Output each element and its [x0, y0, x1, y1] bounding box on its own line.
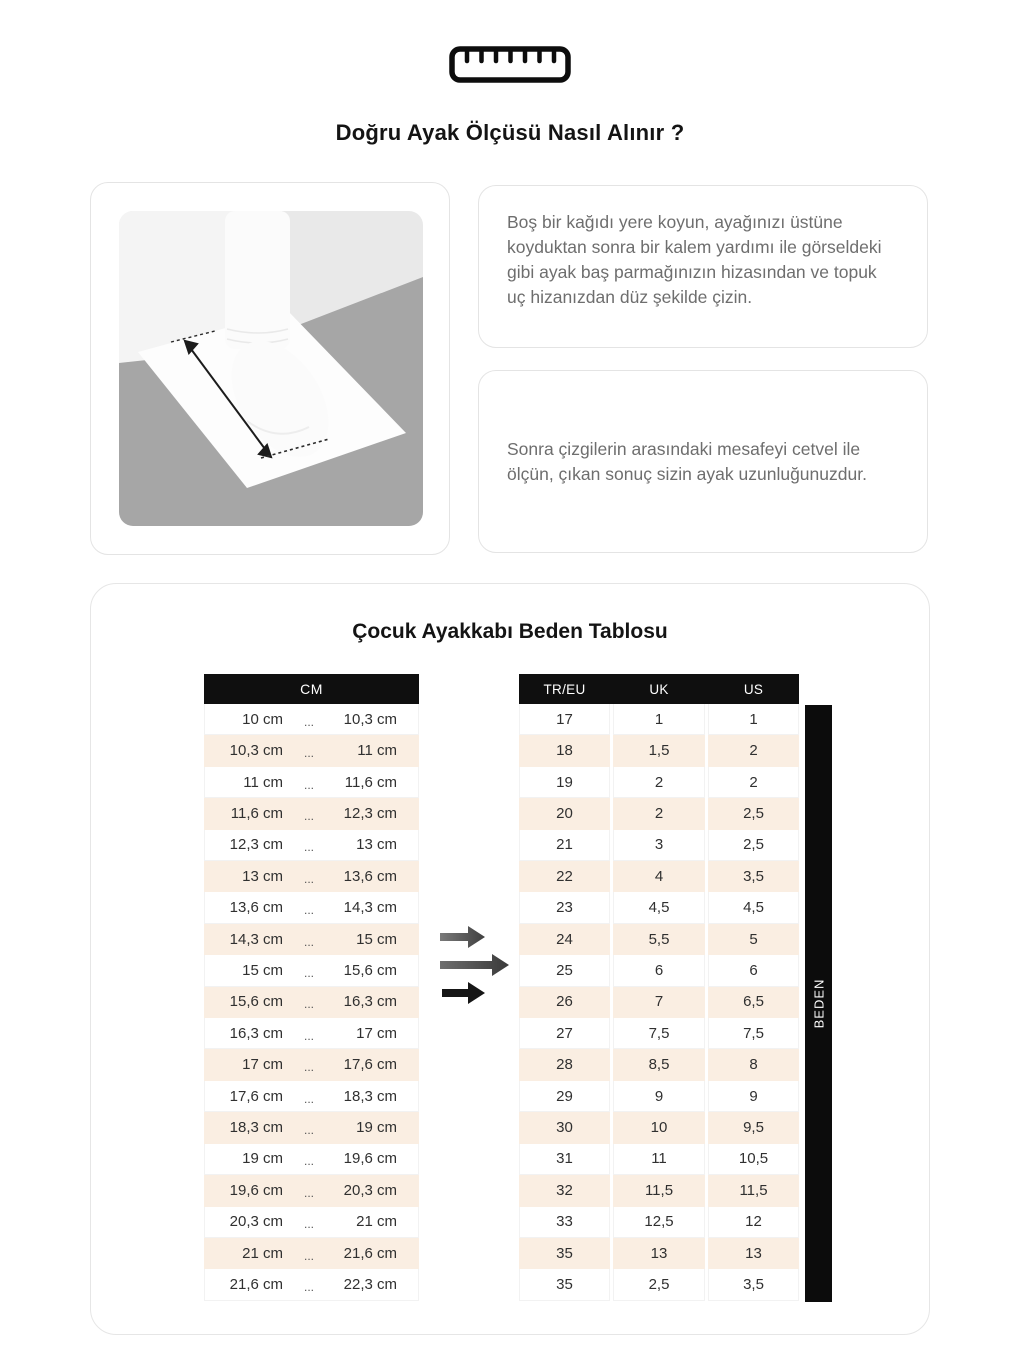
cm-from-value: 15,6 cm [229, 993, 283, 1011]
instruction-step-2: Sonra çizgilerin arasındaki mesafeyi cetvel ile ölçün, çıkan sonuç sizin ayak uzunluğunuzdur. [507, 438, 867, 484]
cm-from-value: 16,3 cm [229, 1024, 283, 1042]
table-row [204, 1144, 419, 1175]
table-row [519, 767, 799, 798]
size-cell-uk: 11,5 [613, 1175, 705, 1206]
size-cell-tr-eu: 35 [519, 1238, 610, 1269]
cm-to-value: 21 cm [356, 1213, 397, 1231]
size-cell-uk: 9 [613, 1081, 705, 1112]
size-cell-tr-eu: 32 [519, 1175, 610, 1206]
size-cell-us: 4,5 [708, 892, 799, 923]
size-cell-us: 10,5 [708, 1144, 799, 1175]
cm-from-value: 13,6 cm [229, 899, 283, 917]
cm-from-value: 10,3 cm [229, 742, 283, 760]
size-cell-tr-eu: 31 [519, 1144, 610, 1175]
size-table-header-row [519, 674, 799, 704]
cm-to-value: 13,6 cm [343, 867, 397, 885]
size-cell-us: 2,5 [708, 798, 799, 829]
size-cell-uk: 11 [613, 1144, 705, 1175]
cm-to-value: 16,3 cm [343, 993, 397, 1011]
size-cell-tr-eu: 20 [519, 798, 610, 829]
size-cell-uk: 2 [613, 767, 705, 798]
table-row [204, 955, 419, 986]
cm-separator: ... [303, 1217, 314, 1232]
instruction-card-2 [478, 370, 928, 553]
cm-separator: ... [303, 871, 314, 886]
cm-separator: ... [303, 1154, 314, 1169]
table-row [519, 1112, 799, 1143]
header-us: US [743, 681, 764, 697]
cm-table-header: CM [204, 674, 419, 704]
cm-separator: ... [303, 714, 314, 729]
size-cell-tr-eu: 28 [519, 1049, 610, 1080]
cm-separator: ... [303, 997, 314, 1012]
cm-to-value: 15,6 cm [343, 961, 397, 979]
table-row [204, 987, 419, 1018]
cm-to-value: 11 cm [357, 742, 397, 760]
cm-from-value: 21 cm [242, 1244, 283, 1262]
table-row [204, 830, 419, 861]
cm-to-value: 21,6 cm [343, 1244, 397, 1262]
size-cell-us: 12 [708, 1207, 799, 1238]
table-row [204, 892, 419, 923]
instruction-step-1: Boş bir kağıdı yere koyun, ayağınızı üstüne koyduktan sonra bir kalem yardımı ile görseldeki gibi ayak baş parmağınızın hizasından ve topuk uç hizanızdan düz şekilde çizin. [507, 212, 882, 307]
cm-from-value: 12,3 cm [229, 836, 283, 854]
cm-separator: ... [303, 1060, 314, 1075]
table-row [204, 1018, 419, 1049]
table-row [204, 1207, 419, 1238]
table-row [204, 767, 419, 798]
cm-from-value: 15 cm [242, 961, 283, 979]
size-cell-uk: 5,5 [613, 924, 705, 955]
table-row [519, 1238, 799, 1269]
table-row [519, 1175, 799, 1206]
table-row [519, 1207, 799, 1238]
table-row [204, 1049, 419, 1080]
ruler-icon [0, 46, 1020, 88]
size-cell-uk: 8,5 [613, 1049, 705, 1080]
table-row [519, 892, 799, 923]
table-row [519, 798, 799, 829]
size-cell-us: 2 [708, 767, 799, 798]
cm-from-value: 19,6 cm [229, 1181, 283, 1199]
cm-table-body [204, 704, 419, 1301]
size-cell-uk: 3 [613, 830, 705, 861]
size-cell-tr-eu: 26 [519, 987, 610, 1018]
table-row [519, 704, 799, 735]
beden-bar [805, 705, 832, 1302]
table-row [204, 798, 419, 829]
table-row [519, 735, 799, 766]
table-row [519, 830, 799, 861]
cm-from-value: 13 cm [242, 867, 283, 885]
cm-separator: ... [303, 903, 314, 918]
measurement-photo-card [90, 182, 450, 555]
size-cell-tr-eu: 24 [519, 924, 610, 955]
size-cell-tr-eu: 23 [519, 892, 610, 923]
cm-to-value: 20,3 cm [343, 1181, 397, 1199]
cm-to-value: 12,3 cm [343, 804, 397, 822]
size-cell-tr-eu: 17 [519, 704, 610, 735]
size-cell-uk: 13 [613, 1238, 705, 1269]
size-cell-us: 9,5 [708, 1112, 799, 1143]
cm-separator: ... [303, 1122, 314, 1137]
size-cell-uk: 12,5 [613, 1207, 705, 1238]
page-title: Doğru Ayak Ölçüsü Nasıl Alınır ? [335, 120, 685, 145]
size-cell-tr-eu: 33 [519, 1207, 610, 1238]
size-cell-us: 13 [708, 1238, 799, 1269]
size-cell-tr-eu: 19 [519, 767, 610, 798]
header-tr-eu: TR/EU [543, 681, 586, 697]
size-cell-uk: 4 [613, 861, 705, 892]
size-cell-tr-eu: 21 [519, 830, 610, 861]
cm-to-value: 13 cm [356, 836, 397, 854]
size-cell-us: 6,5 [708, 987, 799, 1018]
table-row [519, 1049, 799, 1080]
size-cell-us: 9 [708, 1081, 799, 1112]
size-cell-tr-eu: 30 [519, 1112, 610, 1143]
beden-label: BEDEN [811, 978, 827, 1029]
cm-separator: ... [303, 746, 314, 761]
table-row [519, 1144, 799, 1175]
table-row [204, 861, 419, 892]
cm-from-value: 17,6 cm [229, 1087, 283, 1105]
table-row [519, 924, 799, 955]
cm-separator: ... [303, 1248, 314, 1263]
size-cell-us: 11,5 [708, 1175, 799, 1206]
instruction-card-1 [478, 185, 928, 348]
table-row [519, 955, 799, 986]
table-row [204, 1175, 419, 1206]
cm-to-value: 19 cm [356, 1118, 397, 1136]
cm-to-value: 15 cm [356, 930, 397, 948]
cm-to-value: 10,3 cm [343, 710, 397, 728]
cm-separator: ... [303, 1280, 314, 1295]
size-cell-tr-eu: 35 [519, 1269, 610, 1300]
cm-to-value: 14,3 cm [343, 899, 397, 917]
cm-separator: ... [303, 808, 314, 823]
size-cell-uk: 10 [613, 1112, 705, 1143]
cm-separator: ... [303, 1028, 314, 1043]
table-row [204, 1112, 419, 1143]
cm-from-value: 20,3 cm [229, 1213, 283, 1231]
size-cell-us: 6 [708, 955, 799, 986]
size-cell-us: 7,5 [708, 1018, 799, 1049]
transfer-arrows-icon [434, 920, 518, 1009]
cm-to-value: 19,6 cm [343, 1150, 397, 1168]
header-uk: UK [649, 681, 669, 697]
size-cell-uk: 6 [613, 955, 705, 986]
cm-from-value: 21,6 cm [229, 1276, 283, 1294]
cm-to-value: 17,6 cm [343, 1056, 397, 1074]
size-cell-tr-eu: 18 [519, 735, 610, 766]
cm-separator: ... [303, 840, 314, 855]
size-cell-uk: 2,5 [613, 1269, 705, 1300]
cm-table [204, 674, 419, 1301]
size-cell-uk: 1,5 [613, 735, 705, 766]
size-conversion-table [519, 674, 799, 1301]
cm-to-value: 22,3 cm [343, 1276, 397, 1294]
size-cell-tr-eu: 25 [519, 955, 610, 986]
table-row [204, 924, 419, 955]
table-row [204, 704, 419, 735]
cm-to-value: 18,3 cm [343, 1087, 397, 1105]
cm-from-value: 19 cm [242, 1150, 283, 1168]
table-row [519, 1269, 799, 1300]
cm-separator: ... [303, 1091, 314, 1106]
foot-measurement-photo [119, 211, 423, 526]
size-cell-us: 3,5 [708, 861, 799, 892]
size-cell-tr-eu: 22 [519, 861, 610, 892]
size-cell-tr-eu: 29 [519, 1081, 610, 1112]
size-cell-us: 5 [708, 924, 799, 955]
cm-from-value: 14,3 cm [229, 930, 283, 948]
table-row [204, 1081, 419, 1112]
table-row [204, 735, 419, 766]
size-cell-us: 8 [708, 1049, 799, 1080]
cm-from-value: 17 cm [242, 1056, 283, 1074]
size-cell-uk: 7,5 [613, 1018, 705, 1049]
table-row [204, 1269, 419, 1300]
cm-from-value: 11,6 cm [230, 804, 283, 822]
size-cell-uk: 7 [613, 987, 705, 1018]
table-row [519, 1018, 799, 1049]
cm-to-value: 11,6 cm [344, 773, 397, 791]
size-cell-us: 1 [708, 704, 799, 735]
cm-separator: ... [303, 777, 314, 792]
cm-from-value: 18,3 cm [229, 1118, 283, 1136]
cm-separator: ... [303, 1185, 314, 1200]
size-table-title: Çocuk Ayakkabı Beden Tablosu [352, 620, 668, 643]
cm-separator: ... [303, 965, 314, 980]
size-cell-us: 3,5 [708, 1269, 799, 1300]
size-cell-us: 2,5 [708, 830, 799, 861]
table-row [204, 1238, 419, 1269]
size-cell-us: 2 [708, 735, 799, 766]
cm-to-value: 17 cm [356, 1024, 397, 1042]
size-table-card [90, 583, 930, 1335]
size-cell-tr-eu: 27 [519, 1018, 610, 1049]
table-row [519, 861, 799, 892]
cm-from-value: 10 cm [242, 710, 283, 728]
size-cell-uk: 2 [613, 798, 705, 829]
table-row [519, 1081, 799, 1112]
cm-separator: ... [303, 934, 314, 949]
cm-from-value: 11 cm [243, 773, 283, 791]
size-cell-uk: 4,5 [613, 892, 705, 923]
table-row [519, 987, 799, 1018]
size-table-body [519, 704, 799, 1301]
size-cell-uk: 1 [613, 704, 705, 735]
